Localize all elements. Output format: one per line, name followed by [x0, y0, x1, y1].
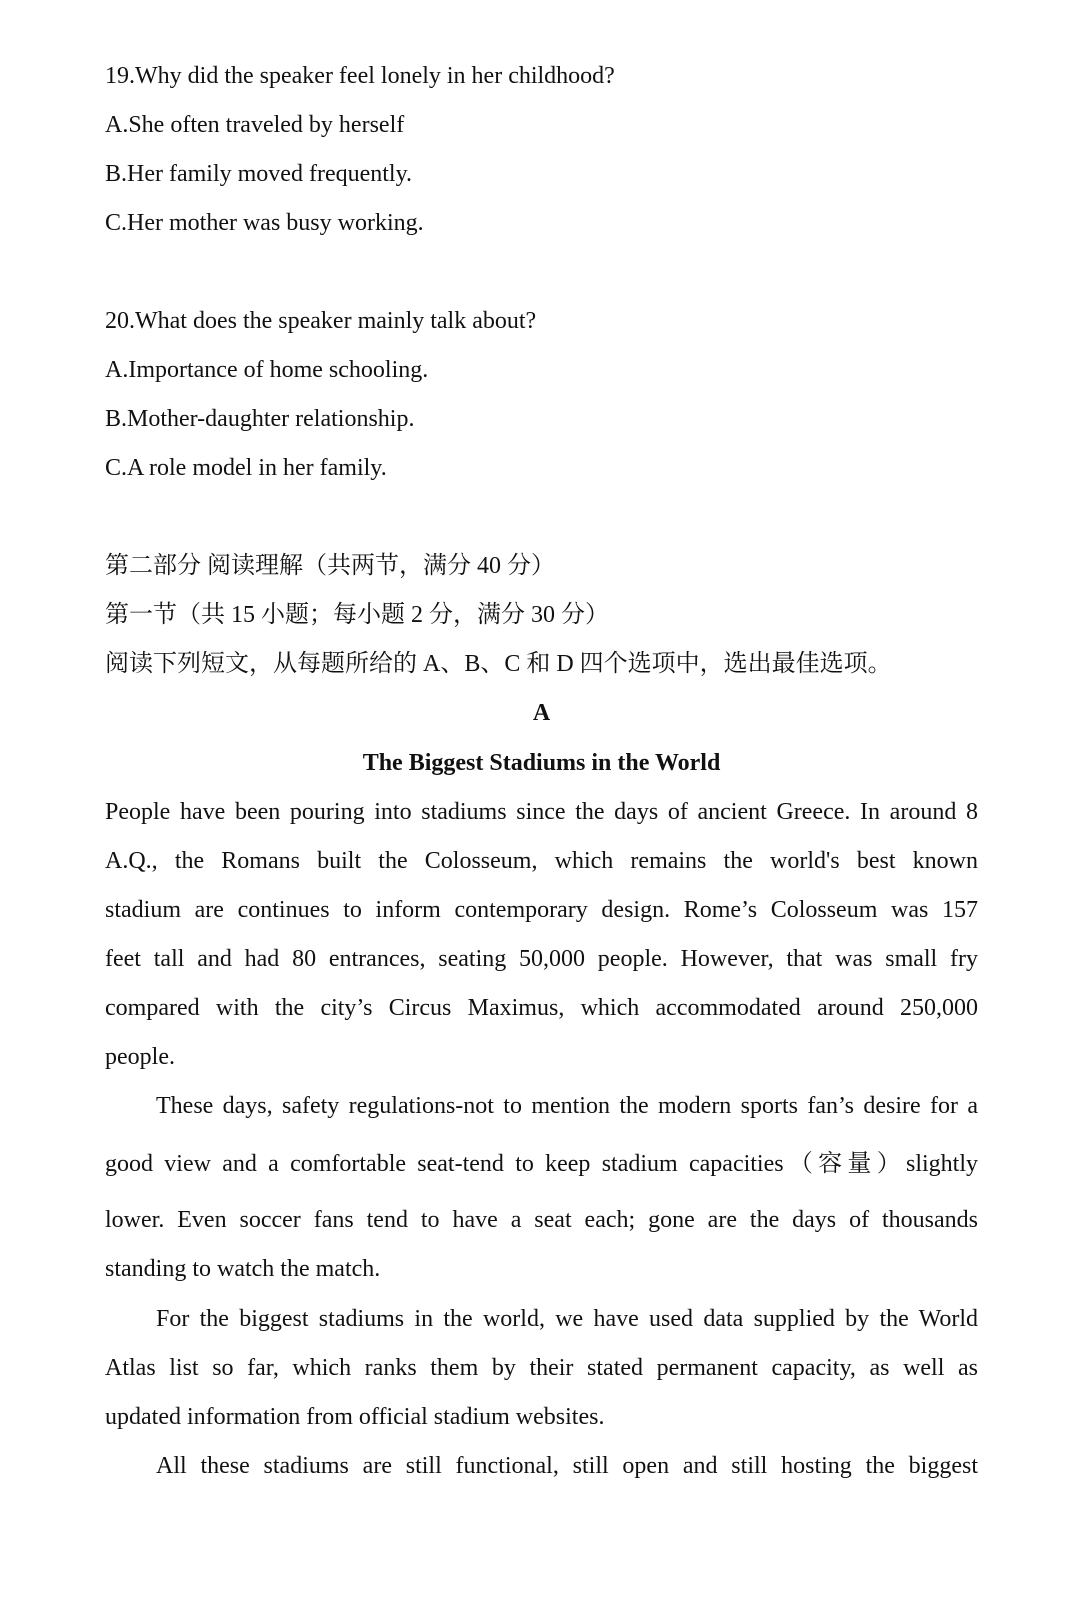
subsection-title: 第一节（共 15 小题；每小题 2 分，满分 30 分） [105, 602, 609, 628]
passage-line: standing to watch the match. [105, 1256, 381, 1282]
passage-line: people. [105, 1044, 175, 1070]
passage-line: feet tall and had 80 entrances, seating 50,000 people. However, that was small fry [105, 946, 978, 972]
option-a: A.She often traveled by herself [105, 112, 405, 138]
passage-label: A [532, 700, 551, 726]
option-a: A.Importance of home schooling. [105, 357, 429, 383]
passage-line: good view and a comfortable seat-tend to keep stadium capacities（容量）slightly [105, 1151, 978, 1177]
part-title: 第二部分 阅读理解（共两节，满分 40 分） [105, 553, 555, 579]
question-stem: 20.What does the speaker mainly talk about? [105, 308, 537, 334]
option-c: C.Her mother was busy working. [105, 210, 424, 236]
passage-line: For the biggest stadiums in the world, we have used data supplied by the World [156, 1306, 978, 1332]
passage-line: A.Q., the Romans built the Colosseum, which remains the world's best known [105, 848, 978, 874]
passage-line: These days, safety regulations-not to mention the modern sports fan’s desire for a [156, 1093, 978, 1119]
question-stem: 19.Why did the speaker feel lonely in her childhood? [105, 63, 615, 89]
instructions: 阅读下列短文，从每题所给的 A、B、C 和 D 四个选项中，选出最佳选项。 [105, 651, 892, 677]
passage-line: All these stadiums are still functional, still open and still hosting the biggest [156, 1453, 978, 1479]
passage-line: People have been pouring into stadiums since the days of ancient Greece. In around 8 [105, 799, 978, 825]
passage-line: updated information from official stadium websites. [105, 1404, 605, 1430]
passage-title: The Biggest Stadiums in the World [362, 750, 721, 776]
passage-line: compared with the city’s Circus Maximus, which accommodated around 250,000 [105, 995, 978, 1021]
passage-line: lower. Even soccer fans tend to have a seat each; gone are the days of thousands [105, 1207, 978, 1233]
passage-line: stadium are continues to inform contemporary design. Rome’s Colosseum was 157 [105, 897, 978, 923]
passage-line: Atlas list so far, which ranks them by their stated permanent capacity, as well as [105, 1355, 978, 1381]
option-b: B.Her family moved frequently. [105, 161, 413, 187]
option-b: B.Mother-daughter relationship. [105, 406, 415, 432]
option-c: C.A role model in her family. [105, 455, 387, 481]
